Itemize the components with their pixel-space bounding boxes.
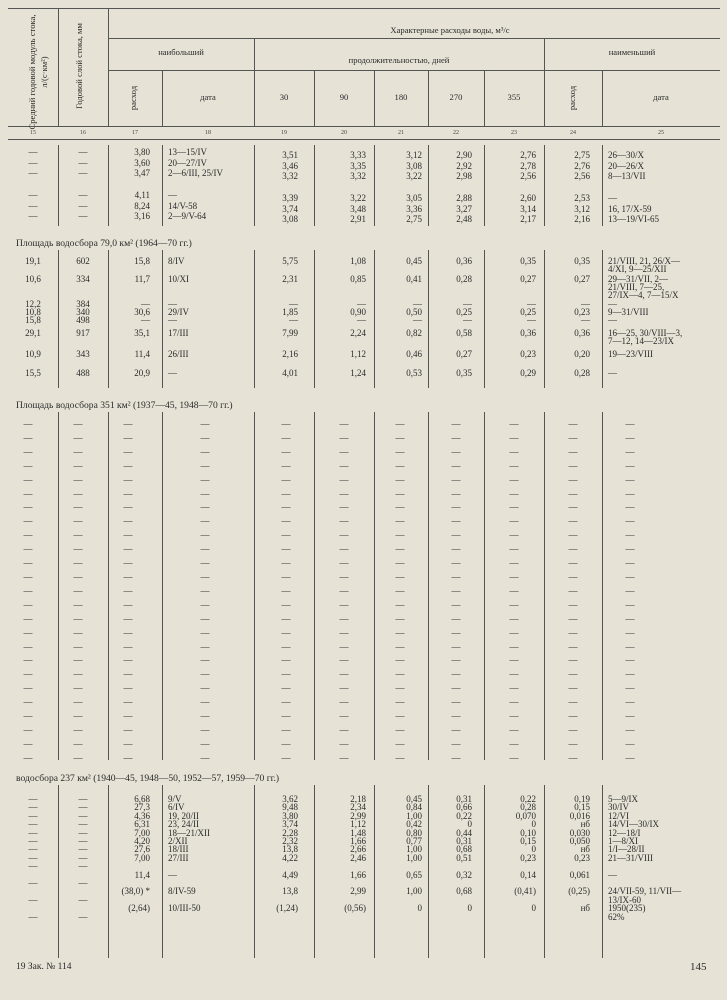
b2-cell-c18: 17/III <box>168 328 189 338</box>
b1-col20: 3,33 3,35 3,32 3,22 3,48 2,91 <box>350 150 366 225</box>
col-rule <box>428 412 429 760</box>
page-number: 145 <box>690 961 707 973</box>
header-col-rule <box>162 70 163 126</box>
header-col-rule <box>254 38 255 126</box>
b2-cell-c23: 0,36 <box>520 328 536 338</box>
b2-cell-c17: 15,8 <box>134 256 150 266</box>
b2-cell-c21: 0,53 <box>406 368 422 378</box>
b2-cell-c20: — 0,90 — <box>350 299 366 326</box>
b4-col22: 0,31 0,66 0,22 0 0,44 0,31 0,68 0,51 0,32 0,68 0 <box>456 794 472 914</box>
header-col-rule <box>58 8 59 126</box>
b3-dash-column: — — — — — — — — — — — — — — — — — — — — — — — — — <box>23 419 33 763</box>
header-top-rule <box>8 8 720 9</box>
b2-cell-c22: — 0,25 — <box>456 299 472 326</box>
b2-cell-c15: 29,1 <box>25 328 41 338</box>
header-d270: 270 <box>449 92 463 102</box>
b3-dash-column: — — — — — — — — — — — — — — — — — — — — — — — — — <box>509 419 519 763</box>
col-rule <box>544 412 545 760</box>
b3-dash-column: — — — — — — — — — — — — — — — — — — — — — — — — — <box>200 419 210 763</box>
header-title: Характерные расходы воды, м³/с <box>390 25 510 35</box>
header-min-date: дата <box>653 92 669 102</box>
colnum-18: 18 <box>205 130 211 136</box>
header-d355: 355 <box>507 92 521 102</box>
header-col-rule <box>374 70 375 126</box>
b2-cell-c15: 12,2 10,8 15,8 <box>25 299 41 326</box>
b2-cell-c25: 21/VIII, 21, 26/X— 4/XI, 9—25/XII <box>608 256 680 275</box>
b2-cell-c24: 0,20 <box>574 349 590 359</box>
header-col-rule <box>602 70 603 126</box>
b3-dash-column: — — — — — — — — — — — — — — — — — — — — — — — — — <box>339 419 349 763</box>
colnum-19: 19 <box>281 130 287 136</box>
b2-cell-c17: 11,7 <box>134 274 150 284</box>
b2-cell-c19: 5,75 <box>282 256 298 266</box>
b2-cell-c15: 19,1 <box>25 256 41 266</box>
b3-dash-column: — — — — — — — — — — — — — — — — — — — — — — — — — <box>568 419 578 763</box>
b2-cell-c19: 4,01 <box>282 368 298 378</box>
b2-cell-c23: — 0,25 — <box>520 299 536 326</box>
b2-cell-c20: 1,24 <box>350 368 366 378</box>
b2-cell-c21: — 0,50 — <box>406 299 422 326</box>
b3-dash-column: — — — — — — — — — — — — — — — — — — — — — — — — — <box>73 419 83 763</box>
header-col15-label: Средний годовой модуль стока, л/(с·км²) <box>27 14 49 130</box>
b2-caption: Площадь водосбора 79,0 км² (1964—70 гг.) <box>16 238 192 249</box>
b2-cell-c21: 0,45 <box>406 256 422 266</box>
b2-cell-c16: 917 <box>76 328 90 338</box>
header-col16-label: Годовой слой стока, мм <box>74 23 84 109</box>
b3-dash-column: — — — — — — — — — — — — — — — — — — — — — — — — — <box>451 419 461 763</box>
header-min-group: наименьший <box>608 47 656 57</box>
b3-dash-column: — — — — — — — — — — — — — — — — — — — — — — — — — <box>123 419 133 763</box>
b2-cell-c16: 602 <box>76 256 90 266</box>
b4-col25: 5—9/IX 30/IV 12/VI 14/VI—30/IX 12—18/I 1—8/XI 1/I—28/II 21—31/VIII — 24/VII-59, 11/VII— 13/IX-60 1950(235) 62% <box>608 794 682 922</box>
header-col-rule <box>544 38 545 126</box>
b1-col17: 3,80 3,60 3,47 4,11 8,24 3,16 <box>134 147 150 222</box>
header-max-group: наибольший <box>158 47 204 57</box>
b2-cell-c25: 16—25, 30/VIII—3, 7—12, 14—23/IX <box>608 328 683 347</box>
b1-col15: — — — — — — <box>28 147 38 222</box>
b4-col20: 2,18 2,34 2,99 1,12 1,48 1,66 2,66 2,46 1,66 2,99 (0,56) <box>344 794 366 914</box>
b1-col21: 3,12 3,08 3,22 3,05 3,36 2,75 <box>406 150 422 225</box>
b2-cell-c20: 2,24 <box>350 328 366 338</box>
col-rule <box>58 412 59 760</box>
b1-col23: 2,76 2,78 2,56 2,60 3,14 2,17 <box>520 150 536 225</box>
b2-cell-c19: 2,31 <box>282 274 298 284</box>
col-rule <box>374 412 375 760</box>
b2-cell-c18: — 29/IV — <box>168 299 189 326</box>
header-col-rule <box>428 70 429 126</box>
b3-dash-column: — — — — — — — — — — — — — — — — — — — — — — — — — <box>395 419 405 763</box>
header-rule-1 <box>108 38 720 39</box>
b4-col17: 6,68 27,3 4,36 6,31 7,00 4,20 27,6 7,00 11,4 (38,0) * (2,64) <box>121 794 150 914</box>
b2-cell-c22: 0,28 <box>456 274 472 284</box>
b2-cell-c15: 10,6 <box>25 274 41 284</box>
b2-cell-c24: 0,27 <box>574 274 590 284</box>
b3-caption: Площадь водосбора 351 км² (1937—45, 1948—70 гг.) <box>16 400 233 411</box>
b2-cell-c22: 0,36 <box>456 256 472 266</box>
b3-dash-column: — — — — — — — — — — — — — — — — — — — — — — — — — <box>625 419 635 763</box>
b2-cell-c18: 10/XI <box>168 274 189 284</box>
header-bottom-rule <box>8 139 720 140</box>
colnum-21: 21 <box>398 130 404 136</box>
header-d30: 30 <box>279 92 289 102</box>
b3-dash-column: — — — — — — — — — — — — — — — — — — — — — — — — — <box>281 419 291 763</box>
b2-cell-c20: 1,08 <box>350 256 366 266</box>
b4-col24: 0,19 0,15 0,016 нб 0,030 0,050 нб 0,23 0,061 (0,25) нб <box>568 794 590 914</box>
header-col-rule <box>314 70 315 126</box>
b2-cell-c21: 0,46 <box>406 349 422 359</box>
col-rule <box>108 412 109 760</box>
b2-cell-c18: 26/III <box>168 349 189 359</box>
b2-cell-c18: 8/IV <box>168 256 185 266</box>
b2-cell-c25: — 9—31/VIII — <box>608 299 649 326</box>
header-duration-group: продолжительностью, дней <box>348 55 450 65</box>
b2-cell-c23: 0,27 <box>520 274 536 284</box>
b1-col25: 26—30/X 20—26/X 8—13/VII — 16, 17/X-59 13—19/VI-65 <box>608 150 659 225</box>
b2-cell-c16: 384 340 498 <box>76 299 90 326</box>
colnum-23: 23 <box>511 130 517 136</box>
b4-col18: 9/V 6/IV 19, 20/II 23, 24/II 18—21/XII 2/XII 18/III 27/III — 8/IV-59 10/III-50 <box>168 794 210 914</box>
header-d90: 90 <box>339 92 349 102</box>
col-rule <box>602 145 603 226</box>
col-rule <box>602 785 603 958</box>
col-rule <box>602 250 603 388</box>
b1-col16: — — — — — — <box>78 147 88 222</box>
b1-col18: 13—15/IV 20—27/IV 2—6/III, 25/IV — 14/V-58 2—9/V-64 <box>168 147 223 222</box>
header-max-flow: расход <box>128 85 138 111</box>
col-rule <box>162 250 163 388</box>
b2-cell-c16: 488 <box>76 368 90 378</box>
footer-order-number: 19 Зак. № 114 <box>16 962 72 972</box>
b2-cell-c23: 0,35 <box>520 256 536 266</box>
b2-cell-c16: 334 <box>76 274 90 284</box>
b2-cell-c17: 11,4 <box>134 349 150 359</box>
b2-cell-c19: — 1,85 — <box>282 299 298 326</box>
b1-col19: 3,51 3,46 3,32 3,39 3,74 3,08 <box>282 150 298 225</box>
colnum-16: 16 <box>80 130 86 136</box>
b2-cell-c18: — <box>168 368 177 378</box>
b2-cell-c25: — <box>608 368 617 378</box>
b2-cell-c15: 10,9 <box>25 349 41 359</box>
b2-cell-c22: 0,58 <box>456 328 472 338</box>
b2-cell-c21: 0,41 <box>406 274 422 284</box>
b4-caption: водосбора 237 км² (1940—45, 1948—50, 1952—57, 1959—70 гг.) <box>16 773 280 784</box>
b2-cell-c23: 0,23 <box>520 349 536 359</box>
colnum-22: 22 <box>453 130 459 136</box>
b2-cell-c24: 0,36 <box>574 328 590 338</box>
b2-cell-c15: 15,5 <box>25 368 41 378</box>
b1-col22: 2,90 2,92 2,98 2,88 3,27 2,48 <box>456 150 472 225</box>
b2-cell-c20: 1,12 <box>350 349 366 359</box>
b2-cell-c16: 343 <box>76 349 90 359</box>
b2-cell-c17: — 30,6 — <box>134 299 150 326</box>
b2-cell-c19: 2,16 <box>282 349 298 359</box>
b4-col23: 0,22 0,28 0,070 0 0,10 0,15 0 0,23 0,14 (0,41) 0 <box>514 794 536 914</box>
header-min-flow: расход <box>567 85 577 111</box>
col-rule <box>484 412 485 760</box>
header-rule-3 <box>8 126 720 127</box>
b2-cell-c22: 0,35 <box>456 368 472 378</box>
b1-col24: 2,75 2,76 2,56 2,53 3,12 2,16 <box>574 150 590 225</box>
header-col-rule <box>484 70 485 126</box>
b2-cell-c22: 0,27 <box>456 349 472 359</box>
col-rule <box>602 412 603 760</box>
b2-cell-c24: — 0,23 — <box>574 299 590 326</box>
colnum-17: 17 <box>132 130 138 136</box>
header-col-rule <box>108 8 109 126</box>
colnum-20: 20 <box>341 130 347 136</box>
colnum-24: 24 <box>570 130 576 136</box>
col-rule <box>162 412 163 760</box>
col-rule <box>254 412 255 760</box>
header-max-date: дата <box>200 92 216 102</box>
b2-cell-c21: 0,82 <box>406 328 422 338</box>
b2-cell-c25: 29—31/VII, 2— 21/VIII, 7—25, 27/IX—4, 7—15/X <box>608 274 679 301</box>
b4-col16: — — — — — — — — — — — — <box>78 794 88 922</box>
b4-col21: 0,45 0,84 1,00 0,42 0,80 0,77 1,00 1,00 0,65 1,00 0 <box>406 794 422 914</box>
col-rule <box>314 412 315 760</box>
b2-cell-c25: 19—23/VIII <box>608 349 653 359</box>
col-rule <box>162 785 163 958</box>
b2-cell-c20: 0,85 <box>350 274 366 284</box>
header-rule-2 <box>108 70 720 71</box>
b2-cell-c23: 0,29 <box>520 368 536 378</box>
col-rule <box>162 145 163 226</box>
b4-col19: 3,62 9,48 3,80 3,74 2,28 2,32 13,8 4,22 4,49 13,8 (1,24) <box>276 794 298 914</box>
b2-cell-c17: 20,9 <box>134 368 150 378</box>
b2-cell-c24: 0,35 <box>574 256 590 266</box>
b2-cell-c17: 35,1 <box>134 328 150 338</box>
b2-cell-c19: 7,99 <box>282 328 298 338</box>
header-d180: 180 <box>394 92 408 102</box>
b4-col15: — — — — — — — — — — — — <box>28 794 38 922</box>
b2-cell-c24: 0,28 <box>574 368 590 378</box>
colnum-15: 15 <box>30 130 36 136</box>
colnum-25: 25 <box>658 130 664 136</box>
